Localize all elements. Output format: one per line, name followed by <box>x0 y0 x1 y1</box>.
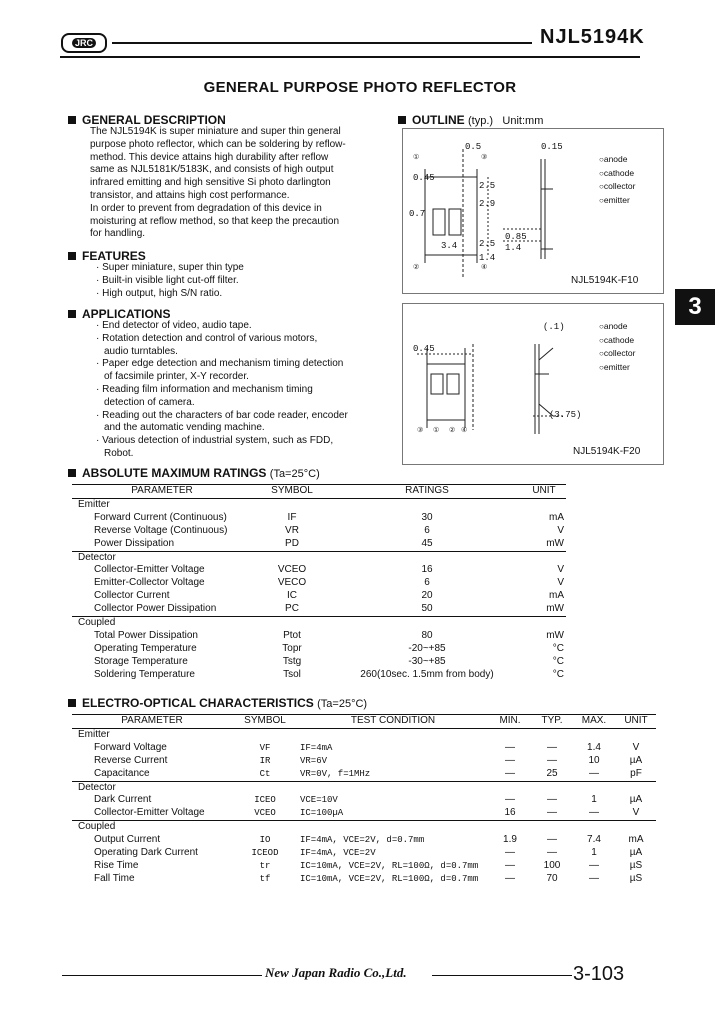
description-line: moisturing at reflow method, so that keep the precaution <box>90 215 340 227</box>
pin-anode: ○ anode <box>599 320 636 334</box>
general-description-text <box>90 126 390 241</box>
svg-text:①: ① <box>413 153 420 161</box>
table-cell: — <box>505 859 515 871</box>
description-line: The NJL5194K is super miniature and super thin general <box>90 126 341 137</box>
table-cell: — <box>505 754 515 766</box>
condition-label: (Ta=25°C) <box>269 468 320 480</box>
table-cell: 10 <box>588 754 600 766</box>
table-cell: IC <box>287 590 297 602</box>
table-cell: 16 <box>421 564 433 576</box>
table-cell: Collector-Emitter Voltage <box>94 807 205 819</box>
table-cell: Forward Current (Continuous) <box>94 511 227 523</box>
table-cell: IC=10mA, VCE=2V, RL=100Ω, d=0.7mm <box>300 873 479 884</box>
dim-label: 1.4 <box>479 253 496 263</box>
table-cell: mW <box>546 537 564 549</box>
table-cell: VR=6V <box>300 755 328 766</box>
table-cell: 45 <box>421 537 433 549</box>
dim-label: 0.15 <box>541 142 563 152</box>
table-row <box>72 590 566 603</box>
group-label: Emitter <box>78 728 110 740</box>
table-cell: VECO <box>277 577 307 589</box>
table-cell: 7.4 <box>587 834 601 846</box>
application-item: · Reading out the characters of bar code reader, encoder <box>96 410 348 423</box>
table-cell: — <box>547 847 557 859</box>
table-cell: PD <box>285 537 299 549</box>
table-cell: Collector-Emitter Voltage <box>94 564 205 576</box>
pin-collector: ○ collector <box>599 180 636 194</box>
dim-label: 0.7 <box>409 209 426 219</box>
table-cell: pF <box>630 767 642 779</box>
header-rule-lower <box>60 56 640 58</box>
condition-label: (Ta=25°C) <box>317 698 368 710</box>
table-cell: V <box>632 741 640 753</box>
table-cell: ICEOD <box>251 848 279 859</box>
outline-drawing-f10 <box>402 128 664 294</box>
table-cell: °C <box>552 655 564 667</box>
table-cell: Total Power Dissipation <box>94 629 198 641</box>
table-cell: µA <box>629 794 643 806</box>
table-cell: Dark Current <box>94 794 152 806</box>
pin-emitter: ○ emitter <box>599 194 636 208</box>
group-row <box>72 821 656 834</box>
dim-label: 2.9 <box>479 199 496 209</box>
application-item: · Paper edge detection and mechanism timing detection <box>96 358 348 371</box>
table-cell: Tstg <box>282 655 302 667</box>
column-header: RATINGS <box>332 485 522 499</box>
table-cell: Ptot <box>283 629 301 641</box>
table-cell: V <box>557 524 564 536</box>
table-cell: µA <box>629 754 643 766</box>
table-cell: — <box>547 794 557 806</box>
description-line: method. This device attains high durability after reflow <box>90 151 329 163</box>
feature-item: · High output, high S/N ratio. <box>96 288 244 301</box>
table-cell: Collector Current <box>94 590 170 602</box>
svg-text:③: ③ <box>481 153 488 161</box>
model-label-f10: NJL5194K-F10 <box>571 275 639 286</box>
svg-text:②: ② <box>449 426 456 434</box>
table-cell: µA <box>629 847 643 859</box>
table-cell: Soldering Temperature <box>94 668 195 680</box>
table-cell: — <box>547 834 557 846</box>
table-cell: IF=4mA, VCE=2V <box>300 848 376 859</box>
svg-text:③: ③ <box>417 426 424 434</box>
table-cell: Reverse Voltage (Continuous) <box>94 524 228 536</box>
table-cell: 80 <box>421 629 433 641</box>
section-heading: ABSOLUTE MAXIMUM RATINGS <box>82 466 267 480</box>
table-row <box>72 538 566 551</box>
application-item: · Various detection of industrial system, such as FDD, <box>96 435 348 448</box>
dim-label: 2.5 <box>479 181 496 191</box>
absolute-max-table <box>72 484 566 682</box>
table-cell: VCEO <box>277 564 307 576</box>
table-cell: Fall Time <box>94 872 135 884</box>
table-row <box>72 564 566 577</box>
column-header: MIN. <box>488 715 532 729</box>
table-cell: — <box>589 767 599 779</box>
table-cell: — <box>505 767 515 779</box>
jrc-logo <box>61 33 107 53</box>
part-number: NJL5194K <box>540 26 645 48</box>
electro-optical-table <box>72 714 656 886</box>
table-cell: V <box>557 577 564 589</box>
dim-label: (.1) <box>543 322 565 332</box>
table-row <box>72 755 656 768</box>
table-cell: 260(10sec. 1.5mm from body) <box>360 668 494 680</box>
pin-list-f10 <box>599 153 636 207</box>
column-header: UNIT <box>522 485 566 499</box>
table-row <box>72 742 656 755</box>
table-row <box>72 577 566 590</box>
section-applications <box>68 307 170 321</box>
column-header: MAX. <box>572 715 616 729</box>
table-row <box>72 834 656 847</box>
table-cell: °C <box>552 668 564 680</box>
dim-label: 3.4 <box>441 241 458 251</box>
table-row <box>72 794 656 807</box>
page-title: GENERAL PURPOSE PHOTO REFLECTOR <box>203 79 517 96</box>
bullet-square-icon <box>68 310 76 318</box>
table-cell: — <box>589 859 599 871</box>
section-heading: APPLICATIONS <box>82 307 171 321</box>
outline-drawing-f20 <box>402 303 664 465</box>
table-row <box>72 656 566 669</box>
application-item: and the automatic vending machine. <box>104 422 265 434</box>
table-cell: V <box>557 564 564 576</box>
dim-label: 0.85 <box>505 232 527 242</box>
description-line: transistor, and attains high cost performance. <box>90 189 290 201</box>
table-cell: — <box>505 847 515 859</box>
pin-collector: ○ collector <box>599 347 636 361</box>
table-row <box>72 807 656 820</box>
dim-label: 1.4 <box>505 243 522 253</box>
column-header: TYP. <box>532 715 572 729</box>
table-cell: Power Dissipation <box>94 537 175 549</box>
table-cell: Tsol <box>283 668 301 680</box>
table-cell: µS <box>629 872 643 884</box>
table-cell: -20~+85 <box>408 642 446 654</box>
table-cell: IF=4mA <box>300 742 333 753</box>
table-row <box>72 643 566 656</box>
table-cell: V <box>632 807 640 819</box>
features-list <box>96 262 244 300</box>
table-cell: Forward Voltage <box>94 741 167 753</box>
table-row <box>72 847 656 860</box>
section-absolute-max <box>68 466 320 480</box>
logo-text: JRC <box>72 38 96 48</box>
table-cell: — <box>547 741 557 753</box>
table-cell: 1 <box>591 794 597 806</box>
table-row <box>72 512 566 525</box>
pin-cathode: ○ cathode <box>599 334 636 348</box>
table-cell: 1.9 <box>503 834 517 846</box>
group-label: Detector <box>72 551 566 564</box>
pin-cathode: ○ cathode <box>599 167 636 181</box>
feature-item: · Super miniature, super thin type <box>96 262 244 275</box>
table-cell: mW <box>546 629 564 641</box>
table-cell: IF <box>287 511 297 523</box>
company-name: New Japan Radio Co.,Ltd. <box>265 965 407 980</box>
table-cell: tf <box>259 873 271 884</box>
table-cell: -30~+85 <box>408 655 446 667</box>
table-cell: Reverse Current <box>94 754 168 766</box>
column-header: UNIT <box>616 715 656 729</box>
table-cell: 1.4 <box>587 741 601 753</box>
description-line: infrared emitting and high sensitive Si photo darlington <box>90 177 331 189</box>
outline-typ: (typ.) <box>468 115 494 127</box>
table-cell: Topr <box>282 642 302 654</box>
table-cell: Collector Power Dissipation <box>94 603 217 615</box>
application-item: Robot. <box>104 447 134 459</box>
table-cell: 1 <box>591 847 597 859</box>
description-line: In order to prevent from degradation of this device in <box>90 202 322 214</box>
page-number: 3-103 <box>573 963 625 985</box>
table-row <box>72 525 566 538</box>
table-cell: — <box>589 872 599 884</box>
table-cell: — <box>589 807 599 819</box>
table-cell: 20 <box>421 590 433 602</box>
applications-list <box>96 320 348 461</box>
application-item: audio turntables. <box>104 345 178 357</box>
table-cell: mW <box>546 603 564 615</box>
table-row <box>72 669 566 682</box>
dim-label: 2.5 <box>479 239 496 249</box>
dim-label: 0.45 <box>413 173 435 183</box>
feature-item: · Built-in visible light cut-off filter. <box>96 275 244 288</box>
bullet-square-icon <box>68 252 76 260</box>
section-heading: GENERAL DESCRIPTION <box>82 113 226 127</box>
table-cell: 100 <box>543 859 561 871</box>
table-cell: Output Current <box>94 834 161 846</box>
column-header: TEST CONDITION <box>298 715 488 729</box>
table-row <box>72 768 656 781</box>
table-cell: °C <box>552 642 564 654</box>
table-cell: 6 <box>424 524 430 536</box>
table-cell: VF <box>259 742 271 753</box>
dim-label: (3.75) <box>549 410 582 420</box>
table-cell: VR <box>285 524 299 536</box>
table-cell: IR <box>259 755 271 766</box>
group-row <box>72 551 566 564</box>
application-item: of facsimile printer, X-Y recorder. <box>104 371 249 383</box>
table-cell: 30 <box>421 511 433 523</box>
table-cell: µS <box>629 859 643 871</box>
table-cell: — <box>505 741 515 753</box>
table-cell: Capacitance <box>94 767 150 779</box>
column-header: PARAMETER <box>72 485 252 499</box>
table-cell: Storage Temperature <box>94 655 188 667</box>
dim-label: 0.5 <box>465 142 482 152</box>
table-cell: — <box>547 754 557 766</box>
header-rule <box>112 42 532 44</box>
table-cell: 70 <box>546 872 558 884</box>
section-features <box>68 249 146 263</box>
table-cell: Rise Time <box>94 859 139 871</box>
table-cell: IF=4mA, VCE=2V, d=0.7mm <box>300 835 425 846</box>
table-cell: Operating Temperature <box>94 642 197 654</box>
bullet-square-icon <box>68 116 76 124</box>
table-row <box>72 860 656 873</box>
table-cell: 50 <box>421 603 433 615</box>
table-row <box>72 603 566 616</box>
table-cell: tr <box>259 860 271 871</box>
pin-anode: ○ anode <box>599 153 636 167</box>
table-cell: mA <box>549 590 564 602</box>
svg-text:①: ① <box>433 426 440 434</box>
table-cell: Operating Dark Current <box>94 847 198 859</box>
application-item: detection of camera. <box>104 396 195 408</box>
group-row <box>72 781 656 794</box>
table-row <box>72 630 566 643</box>
application-item: · Rotation detection and control of various motors, <box>96 333 348 346</box>
table-cell: IC=100µA <box>300 808 344 819</box>
table-cell: 6 <box>424 577 430 589</box>
table-cell: mA <box>549 511 564 523</box>
description-line: for handling. <box>90 228 146 240</box>
table-cell: mA <box>628 834 644 846</box>
outline-unit: Unit:mm <box>502 115 544 127</box>
description-line: same as NJL5181K/5183K, and consists of high output <box>90 164 334 176</box>
table-cell: — <box>547 807 557 819</box>
table-cell: — <box>505 872 515 884</box>
group-row <box>72 617 566 630</box>
column-header: PARAMETER <box>72 715 232 729</box>
footer-rule-right <box>432 975 572 976</box>
bullet-square-icon <box>68 699 76 707</box>
pin-list-f20 <box>599 320 636 374</box>
footer-rule <box>62 975 262 976</box>
table-cell: IO <box>259 835 271 846</box>
group-label: Detector <box>72 781 656 794</box>
application-item: · End detector of video, audio tape. <box>96 320 348 333</box>
section-electro-optical <box>68 696 367 710</box>
table-cell: — <box>505 794 515 806</box>
dim-label: 0.45 <box>413 344 435 354</box>
table-cell: VCEO <box>254 808 276 819</box>
description-line: purpose photo reflector, which can be soldering by reflow- <box>90 138 346 150</box>
svg-text:②: ② <box>413 263 420 271</box>
svg-text:④: ④ <box>461 426 468 434</box>
group-label: Coupled <box>72 617 566 630</box>
column-header: SYMBOL <box>252 485 332 499</box>
section-heading: FEATURES <box>82 249 146 263</box>
table-row <box>72 873 656 886</box>
pin-emitter: ○ emitter <box>599 361 636 375</box>
column-header: SYMBOL <box>232 715 298 729</box>
application-item: · Reading film information and mechanism timing <box>96 384 348 397</box>
table-cell: ICEO <box>254 795 276 806</box>
group-row <box>72 498 566 511</box>
table-cell: IC=10mA, VCE=2V, RL=100Ω, d=0.7mm <box>300 860 479 871</box>
section-tab: 3 <box>675 289 715 325</box>
table-cell: Emitter-Collector Voltage <box>94 577 205 589</box>
section-heading: OUTLINE <box>412 113 465 127</box>
model-label-f20: NJL5194K-F20 <box>573 446 641 457</box>
section-outline <box>398 113 543 127</box>
table-cell: PC <box>285 603 299 615</box>
bullet-square-icon <box>68 469 76 477</box>
table-cell: 25 <box>546 767 558 779</box>
table-cell: VR=0V, f=1MHz <box>300 768 371 779</box>
section-heading: ELECTRO-OPTICAL CHARACTERISTICS <box>82 696 314 710</box>
group-label: Coupled <box>72 821 656 834</box>
table-cell: 16 <box>504 807 516 819</box>
group-label: Emitter <box>78 498 110 510</box>
table-cell: VCE=10V <box>300 795 338 806</box>
table-cell: Ct <box>259 768 271 779</box>
bullet-square-icon <box>398 116 406 124</box>
group-row <box>72 728 656 741</box>
svg-text:④: ④ <box>481 263 488 271</box>
section-general-description <box>68 113 226 127</box>
